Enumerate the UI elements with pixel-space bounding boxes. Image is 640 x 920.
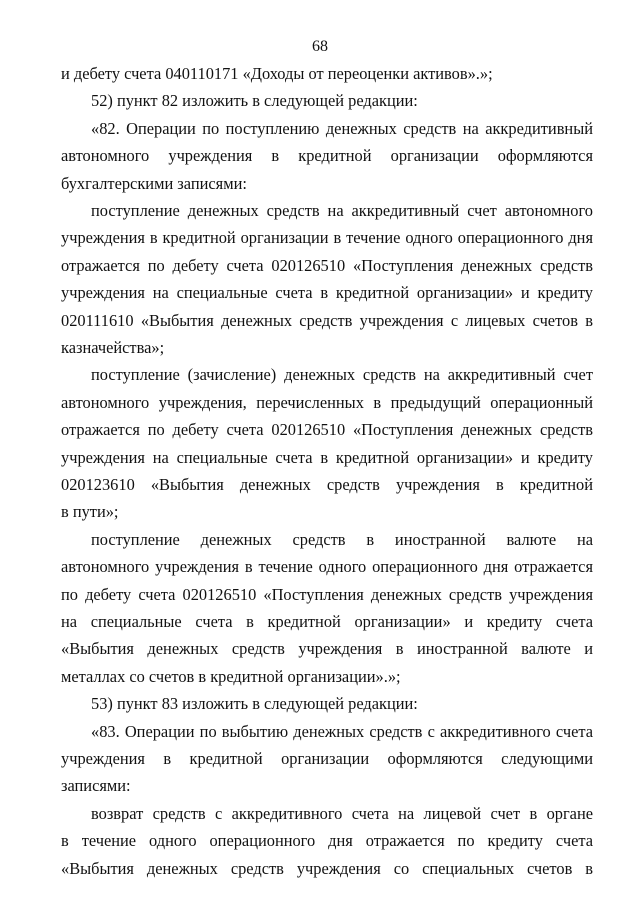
- page-number: 68: [312, 38, 328, 55]
- text-line: 52) пункт 82 изложить в следующей редакции:: [91, 91, 418, 111]
- text-line: 020111610 «Выбытия денежных средств учреждения с лицевых счетов в: [61, 310, 593, 330]
- text-line: «Выбытия денежных средств учреждения со специальных счетов в: [61, 858, 593, 878]
- text-line: учреждения на специальные счета в кредитной организации» и кредиту: [61, 283, 593, 303]
- text-line: учреждения в кредитной организации в течение одного операционного дня: [61, 228, 593, 248]
- text-line: в течение одного операционного дня отражается по кредиту счета: [61, 831, 593, 851]
- text-line: 53) пункт 83 изложить в следующей редакции:: [91, 694, 418, 714]
- text-line: автономного учреждения, перечисленных в предыдущий операционный: [61, 392, 593, 412]
- text-line: автономного учреждения в кредитной организации оформляются: [61, 146, 593, 166]
- text-line: бухгалтерскими записями:: [61, 173, 247, 193]
- text-line: поступление денежных средств в иностранной валюте на: [91, 529, 593, 549]
- text-line: казначейства»;: [61, 338, 165, 357]
- text-line: учреждения в кредитной организации оформляются следующими: [61, 749, 593, 768]
- text-line: возврат средств с аккредитивного счета на лицевой счет в органе: [91, 803, 593, 823]
- text-line: по дебету счета 020126510 «Поступления денежных средств учреждения: [61, 584, 593, 604]
- text-line: отражается по дебету счета 020126510 «Поступления денежных средств: [61, 420, 593, 440]
- text-line: «Выбытия денежных средств учреждения в иностранной валюте и: [61, 639, 593, 659]
- text-line: металлах со счетов в кредитной организации».»;: [61, 666, 401, 686]
- text-line: поступление (зачисление) денежных средств на аккредитивный счет: [91, 365, 593, 385]
- text-line: «83. Операции по выбытию денежных средств с аккредитивного счета: [91, 721, 593, 741]
- text-line: отражается по дебету счета 020126510 «Поступления денежных средств: [61, 255, 593, 275]
- text-line: «82. Операции по поступлению денежных средств на аккредитивный: [91, 118, 593, 138]
- text-line: 020123610 «Выбытия денежных средств учреждения в кредитной: [61, 475, 593, 494]
- text-line: на специальные счета в кредитной организации» и кредиту счета: [61, 612, 593, 631]
- text-line: учреждения на специальные счета в кредитной организации» и кредиту: [61, 447, 593, 467]
- text-line: и дебету счета 040110171 «Доходы от переоценки активов».»;: [61, 64, 493, 83]
- text-line: записями:: [61, 776, 131, 796]
- text-line: в пути»;: [61, 502, 119, 522]
- text-line: поступление денежных средств на аккредитивный счет автономного: [91, 201, 593, 220]
- text-line: автономного учреждения в течение одного операционного дня отражается: [61, 557, 593, 577]
